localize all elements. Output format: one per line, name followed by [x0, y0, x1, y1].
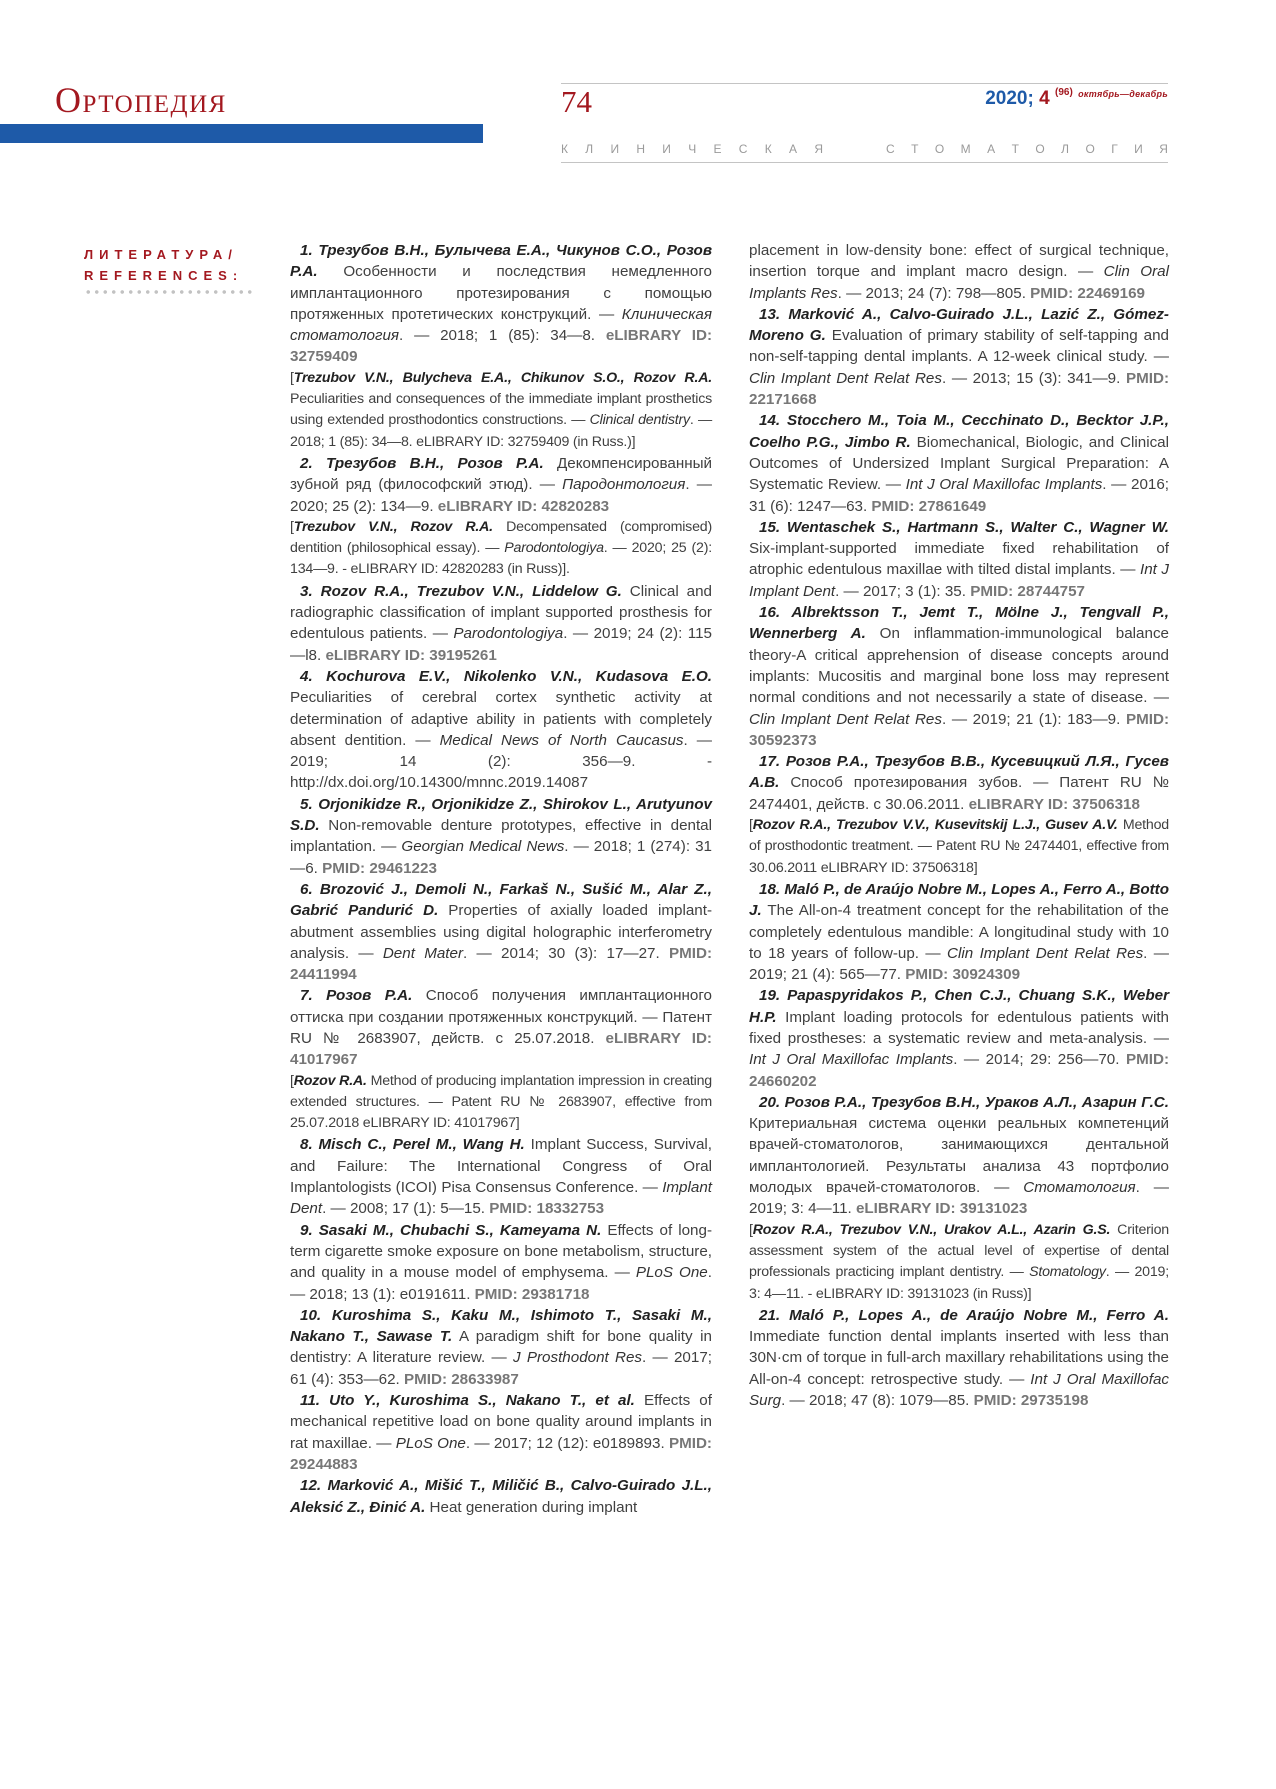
reference-english-authors: Rozov R.A.	[293, 1072, 367, 1089]
reference-text: Особенности и последствия немедленного имплантационного протезирования с помощью протяженных протетических конструкций. —	[290, 263, 712, 323]
reference-journal: Int J Oral Maxillofac Surg	[749, 1370, 1169, 1410]
journal-letter: О	[934, 142, 945, 156]
reference-details: . — 2017; 3 (1): 35.	[835, 582, 971, 600]
reference-authors: Papaspyridakos P., Chen C.J., Chuang S.K., Weber H.P.	[749, 987, 1169, 1026]
reference-text: Effects of mechanical repetitive load on bone quality around implants in rat maxillae. —	[290, 1392, 712, 1452]
reference-item	[290, 666, 712, 794]
reference-authors: Maló P., Lopes A., de Araújo Nobre M., Ferro A.	[789, 1306, 1169, 1324]
reference-item	[749, 602, 1169, 751]
section-color-bar	[0, 124, 483, 143]
reference-text: Immediate function dental implants inserted with less than 30N·cm of torque in full-arch maxillary rehabilitations using the All-on-4 concept: retrospective study. —	[749, 1328, 1169, 1388]
reference-item	[749, 1092, 1169, 1305]
reference-item	[749, 410, 1169, 516]
reference-journal: J Prosthodont Res	[512, 1349, 643, 1367]
reference-journal: Int J Oral Maxillofac Implants	[749, 1051, 954, 1069]
reference-details: . — 2016; 31 (6): 1247—63.	[749, 476, 1170, 515]
reference-id: eLIBRARY ID: 41017967	[290, 1029, 712, 1069]
reference-number: 3.	[300, 582, 321, 600]
reference-item	[290, 1390, 712, 1475]
reference-item	[290, 1475, 712, 1518]
reference-id: PMID: 22469169	[1030, 284, 1145, 302]
reference-journal: Medical News of North Caucasus	[439, 731, 684, 749]
reference-id: eLIBRARY ID: 39195261	[325, 646, 497, 664]
journal-word-1	[561, 143, 823, 155]
journal-letter: Л	[1061, 142, 1069, 156]
reference-number: 6.	[300, 880, 320, 898]
reference-bracket: [	[749, 1221, 753, 1238]
reference-id: PMID: 24660202	[749, 1051, 1170, 1090]
journal-letter: О	[1085, 142, 1095, 156]
journal-word-2	[886, 143, 1168, 155]
references-label-en: REFERENCES:	[84, 268, 244, 283]
journal-letter: Е	[713, 142, 722, 156]
issue-info	[985, 88, 1168, 108]
reference-bracket: [	[290, 369, 294, 386]
reference-authors: Kuroshima S., Kaku M., Ishimoto T., Sasaki M., Nakano T., Sawase T.	[290, 1306, 712, 1346]
references-label	[84, 244, 243, 286]
reference-details: . — 2017; 12 (12): e0189893.	[465, 1434, 669, 1452]
reference-number: 13.	[759, 305, 789, 323]
reference-authors: Трезубов В.Н., Розов Р.А.	[326, 454, 544, 472]
references-right-column	[749, 240, 1169, 1411]
reference-item	[290, 1134, 712, 1219]
header-bottom-rule	[561, 162, 1168, 163]
reference-bracket: [	[290, 518, 294, 535]
journal-letter: Т	[911, 142, 919, 156]
reference-authors: Marković A., Mišić T., Miličić B., Calvo-Guirado J.L., Aleksić Z., Đinić A.	[290, 1477, 712, 1516]
reference-details: . — 2017; 61 (4): 353—62.	[290, 1349, 712, 1388]
reference-english-authors: Trezubov V.N., Bulycheva E.A., Chikunov S.O., Rozov R.A.	[293, 369, 712, 386]
reference-english	[290, 1071, 712, 1135]
reference-text: Evaluation of primary stability of self-tapping and non-self-tapping dental implants. A 12-week clinical study. —	[749, 327, 1170, 366]
reference-details: . — 2018; 1 (85): 34—8.	[399, 327, 606, 345]
reference-authors: Orjonikidze R., Orjonikidze Z., Shirokov L., Arutyunov S.D.	[290, 795, 712, 835]
reference-number: 2.	[300, 454, 326, 472]
reference-number: 18.	[759, 880, 785, 898]
reference-english-authors: Rozov R.A., Trezubov V.N., Urakov A.L., Azarin G.S.	[752, 1221, 1111, 1238]
reference-number: 12.	[300, 1477, 328, 1495]
reference-english-text: Method of producing implantation impression in creating extended structures. — Patent RU № 2683907, effective from 25.07.2018 eLIBRARY ID: 41017967]	[290, 1072, 712, 1132]
section-title: Ортопедия	[55, 80, 227, 120]
reference-journal: Clin Implant Dent Relat Res	[749, 369, 942, 387]
reference-authors: Трезубов В.Н., Булычева Е.А., Чикунов С.О., Розов Р.А.	[290, 242, 712, 281]
journal-letter: И	[1134, 142, 1143, 156]
reference-english-text: Decompensated (compromised) dentition (philosophical essay). —	[290, 518, 712, 557]
reference-number: 20.	[759, 1093, 785, 1111]
reference-text: Clinical and radiographic classification of implant supported prosthesis for edentulous patients. —	[290, 582, 712, 643]
reference-journal: Clin Oral Implants Res	[749, 263, 1169, 302]
reference-text: Способ протезирования зубов. — Патент RU № 2474401, действ. с 30.06.2011.	[749, 774, 1169, 813]
journal-letter: И	[662, 142, 671, 156]
reference-english-details: . — 2019; 3: 4—11. - eLIBRARY ID: 39131023 (in Russ)]	[749, 1264, 1169, 1302]
reference-number: 17.	[759, 753, 786, 771]
reference-item	[749, 751, 1169, 879]
journal-letter: Г	[1111, 142, 1118, 156]
journal-letter: К	[764, 142, 772, 156]
reference-journal: Клиническая стоматология	[290, 305, 712, 345]
reference-text: Effects of long-term cigarette smoke exposure on bone metabolism, structure, and quality in a mouse model of emphysema. —	[290, 1221, 712, 1282]
issue-months: октябрь—декабрь	[1078, 89, 1168, 99]
reference-id: PMID: 18332753	[489, 1200, 605, 1218]
reference-item	[290, 1220, 712, 1305]
reference-journal: PLoS One	[635, 1264, 708, 1282]
reference-english-text: Peculiarities and consequences of the immediate implant prosthetics using extended prosthodontics constructions. —	[290, 391, 712, 429]
reference-details: . — 2014; 30 (3): 17—27.	[463, 944, 669, 962]
reference-journal: Parodontologiya	[453, 625, 564, 643]
reference-journal: Int J Implant Dent	[749, 561, 1169, 600]
reference-id: PMID: 22171668	[749, 369, 1169, 409]
journal-letter: М	[960, 142, 971, 156]
reference-details: . — 2019; 3: 4—11.	[749, 1179, 1169, 1218]
references-left-column	[290, 240, 712, 1518]
journal-letter: А	[789, 142, 798, 156]
reference-details: . — 2018; 1 (274): 31—6.	[290, 838, 712, 877]
page-number: 74	[561, 84, 592, 119]
reference-id: PMID: 24411994	[290, 944, 713, 984]
reference-id: PMID: 30924309	[905, 966, 1021, 984]
reference-id: eLIBRARY ID: 39131023	[855, 1200, 1028, 1218]
reference-english-details: . — 2020; 25 (2): 134—9. - eLIBRARY ID: 42820283 (in Russ)].	[290, 540, 712, 578]
journal-letter: О	[1035, 142, 1045, 156]
reference-text: A paradigm shift for bone quality in dentistry: A literature review. —	[290, 1328, 712, 1367]
reference-journal: PLoS One	[395, 1434, 466, 1452]
reference-text: Peculiarities of cerebral cortex synthetic activity at determination of adaptive ability in patients with completely absent dentition. —	[290, 689, 712, 749]
reference-item	[290, 879, 712, 985]
reference-number: 5.	[300, 795, 319, 813]
journal-letter: А	[987, 142, 996, 156]
reference-text: Properties of axially loaded implant-abutment assemblies using digital holographic interferometry analysis. —	[290, 902, 713, 962]
reference-authors: Uto Y., Kuroshima S., Nakano T., et al.	[329, 1392, 635, 1410]
reference-text: Heat generation during implant	[425, 1498, 638, 1516]
reference-english-authors: Rozov R.A., Trezubov V.V., Kusevitskij L.J., Gusev A.V.	[752, 817, 1118, 834]
reference-item	[290, 1305, 712, 1390]
journal-letter: И	[610, 142, 620, 156]
reference-authors: Misch C., Perel M., Wang H.	[318, 1136, 525, 1154]
reference-id: PMID: 29735198	[973, 1392, 1089, 1410]
reference-number: 8.	[300, 1136, 319, 1154]
journal-letter: Ч	[688, 142, 697, 156]
reference-details: . — 2019; 24 (2): 115—l8.	[290, 625, 712, 664]
reference-authors: Розов Р.А., Трезубов В.Н., Ураков А.Л., Азарин Г.С.	[784, 1093, 1169, 1111]
reference-bracket: [	[290, 1072, 294, 1089]
reference-journal: Clin Implant Dent Relat Res	[749, 710, 942, 728]
reference-authors: Wentaschek S., Hartmann S., Walter C., Wagner W.	[786, 518, 1169, 536]
reference-number: 1.	[300, 242, 319, 259]
reference-details: . — 2013; 15 (3): 341—9.	[941, 369, 1126, 387]
reference-id: PMID: 30592373	[749, 710, 1169, 749]
reference-authors: Розов Р.А.	[326, 987, 413, 1005]
reference-bracket: [	[749, 817, 753, 834]
reference-english-details: . — 2018; 1 (85): 34—8. eLIBRARY ID: 32759409 (in Russ.)]	[290, 412, 712, 450]
reference-number: 15.	[759, 518, 787, 536]
reference-text: Implant loading protocols for edentulous patients with fixed prostheses: a systematic review and meta-analysis. —	[749, 1008, 1169, 1047]
issue-number: 4	[1039, 88, 1050, 109]
reference-authors: Sasaki M., Chubachi S., Kameyama N.	[318, 1221, 602, 1239]
reference-item	[749, 240, 1169, 304]
journal-name	[561, 143, 1168, 155]
reference-id: PMID: 27861649	[871, 497, 987, 515]
reference-item	[749, 879, 1169, 985]
journal-letter: Я	[1159, 142, 1168, 156]
reference-number: 14.	[759, 412, 787, 430]
reference-authors: Розов Р.А., Трезубов В.В., Кусевицкий Л.Я., Гусев А.В.	[749, 753, 1169, 792]
reference-id: PMID: 29244883	[290, 1434, 712, 1473]
reference-english	[749, 1220, 1169, 1305]
reference-number: 10.	[300, 1306, 332, 1324]
reference-authors: Kochurova E.V., Nikolenko V.N., Kudasova E.O.	[326, 667, 713, 685]
reference-authors: Stocchero M., Toia M., Cecchinato D., Becktor J.P., Coelho P.G., Jimbo R.	[749, 412, 1169, 451]
reference-english	[290, 517, 712, 581]
reference-details: . — 2013; 24 (7): 798—805.	[837, 284, 1031, 302]
reference-details: . — 2014; 29: 256—70.	[953, 1051, 1126, 1069]
references-label-dots	[84, 290, 254, 294]
reference-number: 16.	[759, 604, 792, 622]
reference-item	[749, 304, 1169, 410]
reference-english	[290, 368, 712, 453]
reference-journal: Int J Oral Maxillofac Implants	[905, 476, 1103, 494]
reference-item	[290, 794, 712, 879]
reference-number: 19.	[759, 987, 788, 1005]
reference-item	[290, 240, 712, 453]
reference-journal: Georgian Medical News	[401, 838, 565, 856]
reference-text: Декомпенсированный зубной ряд (философский этюд). —	[290, 454, 712, 494]
reference-text: Biomechanical, Biologic, and Clinical Outcomes of Undersized Implant Surgical Preparation: A Systematic Review. —	[749, 433, 1169, 494]
references-label-ru: ЛИТЕРАТУРА/	[84, 247, 238, 262]
reference-id: PMID: 28633987	[403, 1370, 519, 1388]
reference-number: 21.	[759, 1306, 790, 1324]
reference-journal: Clin Implant Dent Relat Res	[947, 944, 1144, 962]
reference-text: Критериальная система оценки реальных компетенций врачей-стоматологов, занимающихся дентальной имплантологией. Результаты анализа 43 портфолио молодых врачей-стоматологов. —	[749, 1115, 1169, 1197]
reference-number: 4.	[300, 667, 327, 685]
reference-text: Non-removable denture prototypes, effective in dental implantation. —	[290, 817, 712, 856]
reference-text: Six-implant-supported immediate fixed rehabilitation of atrophic edentulous maxillae with tilted distal implants. —	[749, 540, 1169, 579]
journal-letter: Я	[814, 142, 823, 156]
journal-letter: Н	[636, 142, 646, 156]
reference-item	[290, 985, 712, 1134]
reference-english-authors: Trezubov V.N., Rozov R.A.	[293, 518, 493, 535]
reference-authors: Maló P., de Araújo Nobre M., Lopes A., Ferro A., Botto J.	[749, 880, 1169, 920]
journal-letter: С	[886, 142, 895, 156]
reference-text: Способ получения имплантационного оттиска при создании протяженных конструкций. — Патент RU № 2683907, действ. с 25.07.2018.	[290, 987, 712, 1047]
reference-details: . — 2018; 13 (1): e0191611.	[290, 1264, 712, 1303]
reference-item	[749, 985, 1169, 1091]
reference-id: PMID: 29461223	[322, 859, 437, 877]
reference-id: eLIBRARY ID: 32759409	[290, 327, 713, 366]
journal-letter: К	[561, 142, 568, 156]
reference-item	[290, 453, 712, 581]
reference-item	[749, 517, 1169, 602]
reference-text: The All-on-4 treatment concept for the rehabilitation of the completely edentulous mandible: A longitudinal study with 10 to 18 years of follow-up. —	[749, 902, 1169, 962]
reference-details: . — 2019; 21 (4): 565—77.	[749, 944, 1169, 984]
reference-journal: Пародонтология	[562, 476, 686, 494]
reference-id: PMID: 29381718	[474, 1285, 590, 1303]
reference-text: Implant Success, Survival, and Failure: The International Congress of Oral Implantologists (ICOI) Pisa Consensus Conference. —	[290, 1136, 712, 1197]
reference-english	[749, 815, 1169, 879]
reference-item	[290, 581, 712, 666]
reference-authors: Brozović J., Demoli N., Farkaš N., Sušić M., Alar Z., Gabrić Pandurić D.	[290, 880, 712, 920]
reference-details: . — 2020; 25 (2): 134—9.	[290, 476, 712, 515]
reference-authors: Marković A., Calvo-Guirado J.L., Lazić Z., Gómez-Moreno G.	[749, 305, 1169, 345]
journal-letter: Л	[585, 142, 594, 156]
reference-english-text: Criterion assessment system of the actual level of expertise of dental professionals practicing implant dentistry. —	[749, 1221, 1169, 1281]
reference-english-journal: Stomatology	[1029, 1264, 1106, 1281]
reference-id: eLIBRARY ID: 42820283	[437, 497, 610, 515]
reference-journal: Стоматология	[1023, 1179, 1136, 1197]
reference-id: eLIBRARY ID: 37506318	[968, 795, 1140, 813]
reference-text: placement in low-density bone: effect of surgical technique, insertion torque and implant macro design. —	[749, 242, 1169, 281]
reference-details: . — 2018; 47 (8): 1079—85.	[781, 1392, 974, 1410]
issue-year: 2020;	[985, 88, 1034, 109]
header-top-rule	[561, 83, 1168, 84]
reference-item	[749, 1305, 1169, 1411]
reference-text: On inflammation-immunological balance theory-A critical apprehension of disease concepts around implants: Mucositis and marginal bone loss may represent normal conditions and not necessarily a state of disease. —	[749, 625, 1169, 707]
reference-id: PMID: 28744757	[970, 582, 1086, 600]
journal-letter: С	[738, 142, 748, 156]
reference-details: . — 2008; 17 (1): 5—15.	[322, 1200, 490, 1218]
reference-authors: Rozov R.A., Trezubov V.N., Liddelow G.	[320, 582, 622, 600]
journal-letter: Т	[1011, 142, 1019, 156]
reference-journal: Implant Dent	[290, 1179, 712, 1218]
reference-english-text: Method of prosthodontic treatment. — Patent RU № 2474401, effective from 30.06.2011 eLIBRARY ID: 37506318]	[749, 817, 1169, 876]
reference-english-journal: Clinical dentistry	[589, 412, 690, 429]
reference-english-journal: Parodontologiya	[504, 540, 604, 557]
reference-number: 11.	[300, 1392, 330, 1410]
reference-number: 9.	[300, 1221, 319, 1239]
reference-authors: Albrektsson T., Jemt T., Mölne J., Tengvall P., Wennerberg A.	[749, 604, 1169, 643]
issue-total: (96)	[1054, 87, 1073, 98]
reference-details: . — 2019; 21 (1): 183—9.	[941, 710, 1126, 728]
reference-number: 7.	[300, 987, 327, 1005]
reference-journal: Dent Mater	[382, 944, 464, 962]
reference-details: . — 2019; 14 (2): 356—9. - http://dx.doi.org/10.14300/mnnc.2019.14087	[290, 731, 712, 792]
